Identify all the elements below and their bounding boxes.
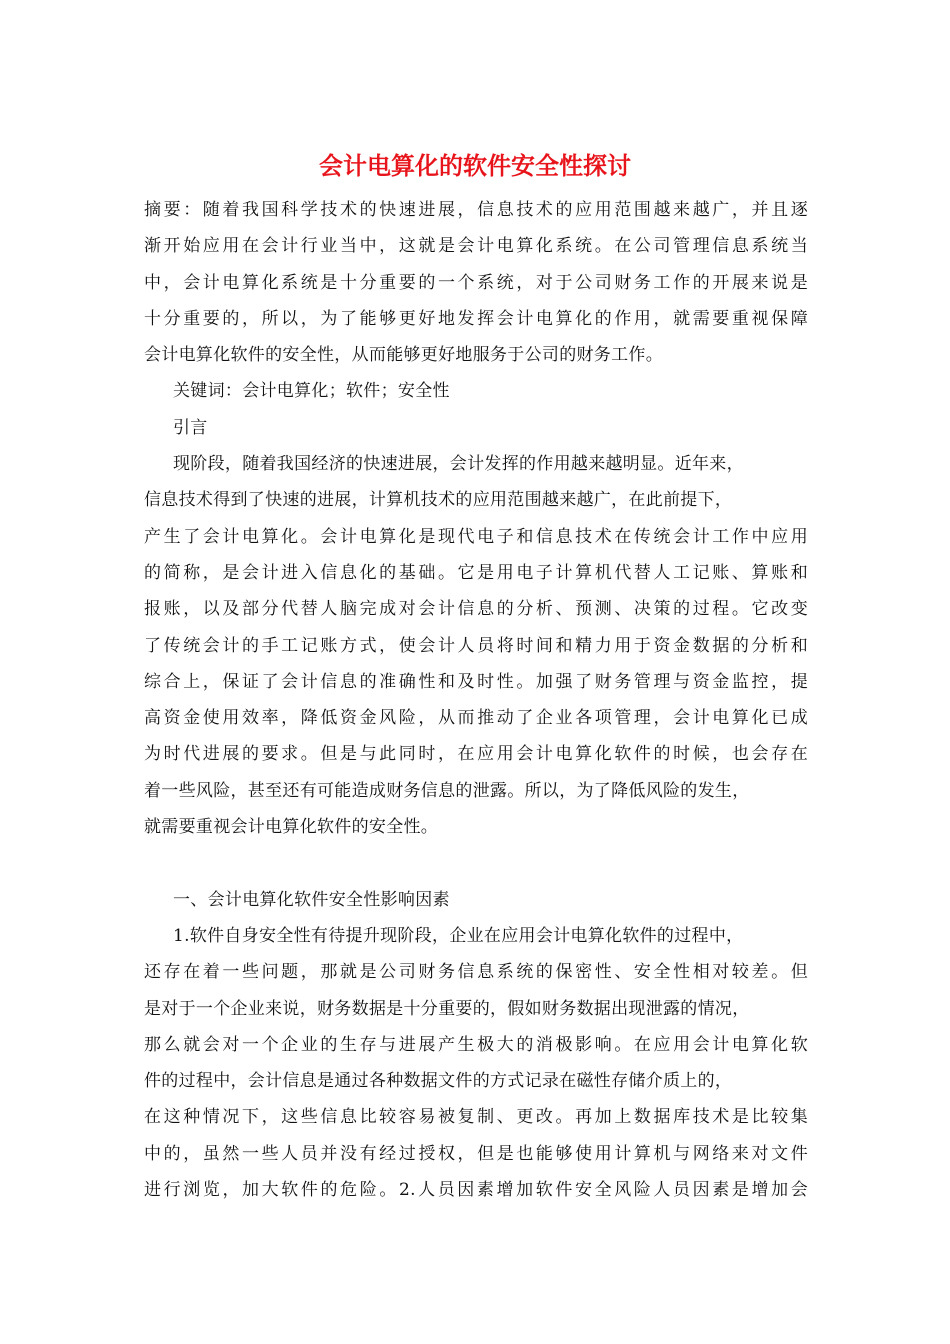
keywords-line: 关键词：会计电算化；软件；安全性: [173, 381, 450, 402]
document-body: [144, 192, 808, 1208]
abstract-paragraph: [144, 192, 808, 373]
text-line: 现阶段，随着我国经济的快速进展，会计发挥的作用越来越明显。近年来，: [173, 454, 744, 475]
section-heading: 一、会计电算化软件安全性影响因素: [173, 889, 450, 910]
text-line: 是对于一个企业来说，财务数据是十分重要的，假如财务数据出现泄露的情况，: [144, 998, 750, 1019]
text-line: 那么就会对一个企业的生存与进展产生极大的消极影响。在应用会计电算化软: [144, 1034, 808, 1055]
text-line: 还存在着一些问题，那就是公司财务信息系统的保密性、安全性相对较差。但: [144, 962, 808, 983]
text-line: 渐开始应用在会计行业当中，这就是会计电算化系统。在公司管理信息系统当: [144, 236, 808, 257]
text-line: 进行浏览，加大软件的危险。2.人员因素增加软件安全风险人员因素是增加会: [144, 1180, 808, 1201]
text-line: 摘要：随着我国科学技术的快速进展，信息技术的应用范围越来越广，并且逐: [144, 200, 808, 220]
text-line: 着一些风险，甚至还有可能造成财务信息的泄露。所以，为了降低风险的发生，: [144, 780, 750, 801]
intro-paragraph: [144, 446, 808, 845]
text-line: 件的过程中，会计信息是通过各种数据文件的方式记录在磁性存储介质上的，: [144, 1071, 733, 1092]
text-line: 十分重要的，所以，为了能够更好地发挥会计电算化的作用，就需要重视保障: [144, 308, 808, 329]
text-line: 的简称，是会计进入信息化的基础。它是用电子计算机代替人工记账、算账和: [144, 562, 808, 583]
text-line: 1.软件自身安全性有待提升现阶段，企业在应用会计电算化软件的过程中，: [173, 925, 744, 946]
text-line: 报账，以及部分代替人脑完成对会计信息的分析、预测、决策的过程。它改变: [144, 599, 808, 620]
text-line: 为时代进展的要求。但是与此同时，在应用会计电算化软件的时候，也会存在: [144, 744, 808, 765]
document-title: 会计电算化的软件安全性探讨: [319, 152, 631, 180]
intro-heading: 引言: [173, 417, 208, 438]
text-line: 中，会计电算化系统是十分重要的一个系统，对于公司财务工作的开展来说是: [144, 272, 808, 293]
text-line: 在这种情况下，这些信息比较容易被复制、更改。再加上数据库技术是比较集: [144, 1107, 808, 1128]
text-line: 中的，虽然一些人员并没有经过授权，但是也能够使用计算机与网络来对文件: [144, 1143, 808, 1164]
text-line: 信息技术得到了快速的进展，计算机技术的应用范围越来越广，在此前提下，: [144, 490, 733, 511]
text-line: 产生了会计电算化。会计电算化是现代电子和信息技术在传统会计工作中应用: [144, 526, 808, 547]
text-line: 高资金使用效率，降低资金风险，从而推动了企业各项管理，会计电算化已成: [144, 708, 808, 729]
paragraph-spacer: [144, 845, 808, 881]
section-paragraph: [144, 918, 808, 1208]
text-line: 综合上，保证了会计信息的准确性和及时性。加强了财务管理与资金监控，提: [144, 671, 808, 692]
text-line: 会计电算化软件的安全性，从而能够更好地服务于公司的财务工作。: [144, 345, 663, 366]
text-line: 了传统会计的手工记账方式，使会计人员将时间和精力用于资金数据的分析和: [144, 635, 808, 656]
text-line: 就需要重视会计电算化软件的安全性。: [144, 817, 439, 838]
